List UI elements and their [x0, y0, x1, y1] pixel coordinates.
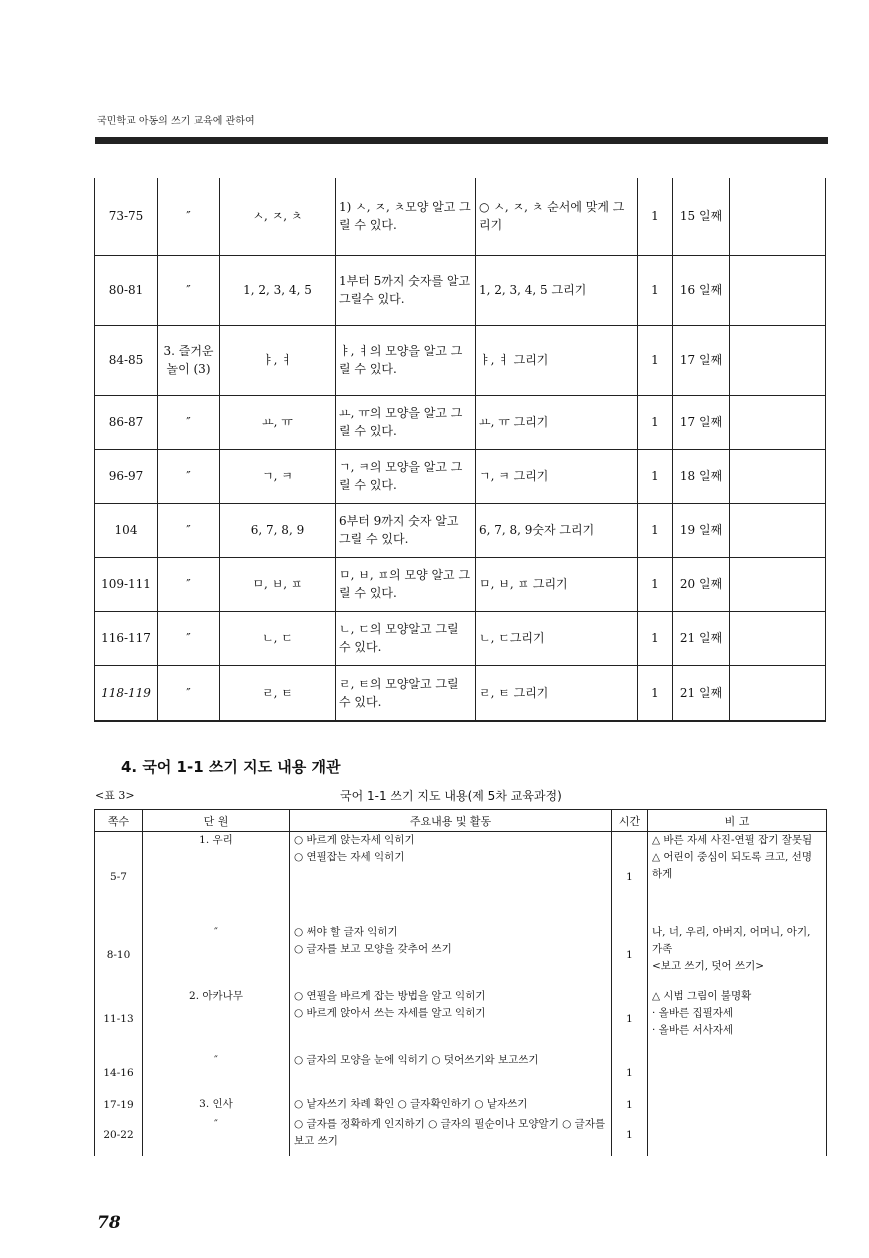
table-row: [95, 395, 826, 449]
cell-pages: 5-7: [95, 832, 143, 924]
column-header: 쪽수: [95, 810, 143, 832]
cell-week: 21 일째: [673, 665, 730, 721]
cell-remark: [730, 449, 826, 503]
table-row: [95, 832, 827, 924]
cell-unit: 3. 인사: [143, 1096, 290, 1116]
cell-remark: 나, 너, 우리, 아버지, 어머니, 아기, 가족 <보고 쓰기, 덧어 쓰기>: [648, 924, 827, 988]
table-row: [95, 503, 826, 557]
cell-week: 20 일째: [673, 557, 730, 611]
table-row: [95, 178, 826, 255]
running-header: 국민학교 아동의 쓰기 교육에 관하여: [97, 116, 255, 127]
table-row: [95, 924, 827, 988]
cell-unit: ″: [143, 924, 290, 988]
cell-letters: ㅁ, ㅂ, ㅍ: [220, 557, 336, 611]
table-caption: 국어 1-1 쓰기 지도 내용(제 5차 교육과정): [340, 789, 562, 803]
cell-content: ○ 글자를 정확하게 인지하기 ○ 글자의 필순이나 모양알기 ○ 글자를 보고 쓰기: [290, 1116, 612, 1156]
cell-letters: ㅑ, ㅕ: [220, 325, 336, 395]
cell-unit: 1. 우리: [143, 832, 290, 924]
cell-objective: ㄹ, ㅌ의 모양알고 그릴 수 있다.: [336, 665, 476, 721]
cell-week: 16 일째: [673, 255, 730, 325]
cell-content: ○ 글자의 모양을 눈에 익히기 ○ 덧어쓰기와 보고쓰기: [290, 1052, 612, 1096]
cell-unit: ″: [158, 449, 220, 503]
cell-pages: 84-85: [95, 325, 158, 395]
cell-pages: 8-10: [95, 924, 143, 988]
cell-activity: ㅁ, ㅂ, ㅍ 그리기: [476, 557, 638, 611]
cell-remark: [730, 325, 826, 395]
cell-unit: 3. 즐거운 놀이 (3): [158, 325, 220, 395]
cell-pages: 86-87: [95, 395, 158, 449]
cell-letters: ㄱ, ㅋ: [220, 449, 336, 503]
table-label: <표 3>: [95, 789, 135, 802]
cell-pages: 73-75: [95, 178, 158, 255]
cell-objective: ㄱ, ㅋ의 모양을 알고 그릴 수 있다.: [336, 449, 476, 503]
table-row: [95, 1116, 827, 1156]
cell-objective: ㄴ, ㄷ의 모양알고 그릴 수 있다.: [336, 611, 476, 665]
cell-hours: 1: [612, 1096, 648, 1116]
cell-objective: ㅑ, ㅕ의 모양을 알고 그릴 수 있다.: [336, 325, 476, 395]
section-title: 4. 국어 1-1 쓰기 지도 내용 개관: [121, 758, 341, 776]
cell-week: 18 일째: [673, 449, 730, 503]
cell-remark: [730, 665, 826, 721]
column-header: 비 고: [648, 810, 827, 832]
cell-objective: 6부터 9까지 숫자 알고 그릴 수 있다.: [336, 503, 476, 557]
table-row: [95, 611, 826, 665]
cell-activity: ㄹ, ㅌ 그리기: [476, 665, 638, 721]
cell-hours: 1: [638, 395, 673, 449]
cell-remark: [730, 395, 826, 449]
cell-letters: 1, 2, 3, 4, 5: [220, 255, 336, 325]
cell-objective: 1부터 5까지 숫자를 알고 그릴수 있다.: [336, 255, 476, 325]
cell-pages: 80-81: [95, 255, 158, 325]
page-number: 78: [97, 1213, 121, 1233]
cell-week: 17 일째: [673, 325, 730, 395]
cell-hours: 1: [612, 924, 648, 988]
cell-pages: 96-97: [95, 449, 158, 503]
cell-hours: 1: [638, 255, 673, 325]
cell-hours: 1: [638, 449, 673, 503]
cell-hours: 1: [638, 325, 673, 395]
cell-letters: 6, 7, 8, 9: [220, 503, 336, 557]
column-header: 시간: [612, 810, 648, 832]
cell-activity: ㄴ, ㄷ그리기: [476, 611, 638, 665]
cell-week: 21 일째: [673, 611, 730, 665]
table-row: [95, 988, 827, 1052]
cell-content: ○ 써야 할 글자 익히기 ○ 글자를 보고 모양을 갖추어 쓰기: [290, 924, 612, 988]
cell-objective: ㅛ, ㅠ의 모양을 알고 그릴 수 있다.: [336, 395, 476, 449]
cell-unit: 2. 아카나무: [143, 988, 290, 1052]
cell-remark: [730, 611, 826, 665]
cell-unit: ″: [158, 178, 220, 255]
cell-unit: ″: [143, 1052, 290, 1096]
table-row: [95, 325, 826, 395]
cell-week: 17 일째: [673, 395, 730, 449]
cell-activity: ○ ㅅ, ㅈ, ㅊ 순서에 맞게 그리기: [476, 178, 638, 255]
cell-remark: △ 시범 그림이 불명확 · 올바른 집필자세 · 올바른 서사자세: [648, 988, 827, 1052]
cell-remark: [648, 1116, 827, 1156]
cell-pages: 11-13: [95, 988, 143, 1052]
cell-pages: 116-117: [95, 611, 158, 665]
cell-hours: 1: [638, 503, 673, 557]
cell-hours: 1: [638, 557, 673, 611]
cell-letters: ㄹ, ㅌ: [220, 665, 336, 721]
cell-unit: ″: [158, 503, 220, 557]
table-row: [95, 557, 826, 611]
cell-remark: △ 바른 자세 사진-연필 잡기 잘못됨 △ 어린이 중심이 되도록 크고, 선명하게: [648, 832, 827, 924]
table-row: [95, 665, 826, 721]
cell-remark: [730, 178, 826, 255]
cell-hours: 1: [612, 1116, 648, 1156]
cell-activity: ㅑ, ㅕ 그리기: [476, 325, 638, 395]
table-row: [95, 449, 826, 503]
cell-remark: [648, 1096, 827, 1116]
cell-unit: ″: [158, 665, 220, 721]
cell-hours: 1: [612, 988, 648, 1052]
cell-remark: [648, 1052, 827, 1096]
cell-remark: [730, 557, 826, 611]
cell-hours: 1: [638, 611, 673, 665]
table-row: [95, 1096, 827, 1116]
cell-remark: [730, 255, 826, 325]
cell-objective: ㅁ, ㅂ, ㅍ의 모양 알고 그릴 수 있다.: [336, 557, 476, 611]
cell-week: 19 일째: [673, 503, 730, 557]
column-header: 단 원: [143, 810, 290, 832]
cell-content: ○ 연필을 바르게 잡는 방법을 알고 익히기 ○ 바르게 앉아서 쓰는 자세를 알고 익히기: [290, 988, 612, 1052]
cell-pages: 118-119: [95, 665, 158, 721]
cell-remark: [730, 503, 826, 557]
cell-pages: 20-22: [95, 1116, 143, 1156]
header-rule: [95, 137, 828, 144]
cell-objective: 1) ㅅ, ㅈ, ㅊ모양 알고 그릴 수 있다.: [336, 178, 476, 255]
cell-letters: ㄴ, ㄷ: [220, 611, 336, 665]
cell-week: 15 일째: [673, 178, 730, 255]
cell-unit: ″: [158, 557, 220, 611]
table-row: [95, 1052, 827, 1096]
table-row: [95, 255, 826, 325]
column-header: 주요내용 및 활동: [290, 810, 612, 832]
writing-schedule-table: [94, 178, 826, 722]
cell-activity: ㄱ, ㅋ 그리기: [476, 449, 638, 503]
writing-content-table: [94, 809, 827, 1156]
cell-pages: 17-19: [95, 1096, 143, 1116]
cell-pages: 109-111: [95, 557, 158, 611]
cell-hours: 1: [638, 178, 673, 255]
cell-unit: ″: [158, 255, 220, 325]
cell-letters: ㅅ, ㅈ, ㅊ: [220, 178, 336, 255]
cell-unit: ″: [158, 395, 220, 449]
cell-content: ○ 바르게 앉는자세 익히기 ○ 연필잡는 자세 익히기: [290, 832, 612, 924]
cell-hours: 1: [612, 832, 648, 924]
cell-unit: ″: [143, 1116, 290, 1156]
cell-hours: 1: [638, 665, 673, 721]
cell-content: ○ 낱자쓰기 차례 확인 ○ 글자확인하기 ○ 낱자쓰기: [290, 1096, 612, 1116]
cell-letters: ㅛ, ㅠ: [220, 395, 336, 449]
cell-activity: 6, 7, 8, 9숫자 그리기: [476, 503, 638, 557]
cell-activity: ㅛ, ㅠ 그리기: [476, 395, 638, 449]
cell-activity: 1, 2, 3, 4, 5 그리기: [476, 255, 638, 325]
cell-pages: 104: [95, 503, 158, 557]
cell-pages: 14-16: [95, 1052, 143, 1096]
cell-unit: ″: [158, 611, 220, 665]
cell-hours: 1: [612, 1052, 648, 1096]
